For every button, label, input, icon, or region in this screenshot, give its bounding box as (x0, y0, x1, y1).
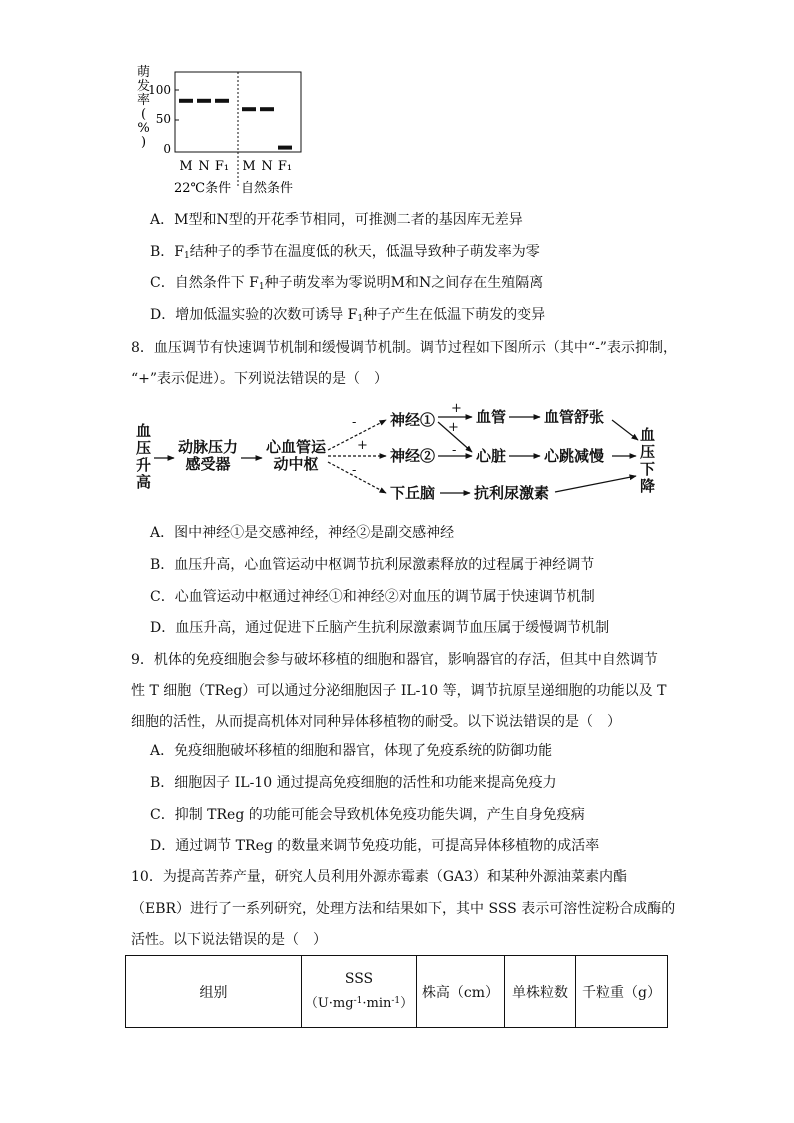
hypothalamus-label: 下丘脑 (390, 484, 436, 502)
q9-option-d[interactable]: D．通过调节 TReg 的数量来调节免疫功能，可提高异体移植物的成活率 (150, 838, 600, 854)
group-label-22c: 22℃条件 (174, 181, 232, 196)
x-cat-label: M (179, 159, 193, 174)
start-char-1: 血 (136, 422, 152, 440)
q8-stem-line2: “+”表示促进）。下列说法错误的是（ ） (131, 371, 389, 387)
q10-stem-line2: （EBR）进行了一系列研究，处理方法和结果如下，其中 SSS 表示可溶性淀粉合成酶的 (131, 901, 676, 917)
header-height: 株高（cm） (417, 956, 505, 1028)
mark-natural-M (242, 107, 256, 111)
nerve1-label: 神经① (390, 411, 436, 429)
receptor-line1: 动脉压力 (177, 438, 239, 456)
x-cat-label: M (242, 159, 256, 174)
vessel-label: 血管 (476, 408, 507, 426)
header-weight: 千粒重（g） (576, 956, 668, 1028)
q7-option-a[interactable]: A．M型和N型的开花季节相同，可推测二者的基因库无差异 (150, 212, 523, 228)
slow-label: 心跳减慢 (544, 447, 605, 465)
mark-22c-N (197, 99, 211, 103)
germination-chart (130, 62, 320, 202)
end-char-4: 降 (640, 477, 656, 495)
end-char-1: 血 (640, 426, 656, 444)
end-char-2: 压 (640, 443, 656, 461)
table-header-row (126, 956, 668, 1028)
sign-plus-3: + (448, 420, 459, 435)
q8-option-a[interactable]: A．图中神经①是交感神经，神经②是副交感神经 (150, 525, 455, 541)
arrow-center-hypothalamus (328, 462, 386, 493)
relax-label: 血管舒张 (544, 408, 605, 426)
chart-ylabel: 萌发率( % ) (136, 65, 152, 150)
adh-label: 抗利尿激素 (474, 484, 550, 502)
q10-stem-line3: 活性。以下说法错误的是（ ） (131, 932, 327, 948)
sign-plus-1: + (357, 438, 368, 453)
sign-minus-1: - (352, 415, 357, 430)
q7-option-b[interactable]: B．$F_1$结种子的季节在温度低的秋天，低温导致种子萌发率为零 (150, 244, 540, 261)
sign-plus-2: + (451, 401, 462, 416)
q8-option-b[interactable]: B．血压升高，心血管运动中枢调节抗利尿激素释放的过程属于神经调节 (150, 557, 595, 573)
arrow-relax-end (612, 420, 638, 440)
q8-stem-line1: 8．血压调节有快速调节机制和缓慢调节机制。调节过程如下图所示（其中“-”表示抑制， (131, 340, 677, 356)
x-cat-label: F₁ (277, 159, 293, 174)
mark-22c-M (179, 99, 193, 103)
q9-stem-line3: 细胞的活性，从而提高机体对同种异体移植物的耐受。以下说法错误的是（ ） (131, 714, 621, 730)
mark-22c-F1 (215, 99, 229, 103)
x-cat-label: F₁ (214, 159, 230, 174)
blood-pressure-diagram (128, 398, 668, 508)
nerve2-label: 神经② (390, 447, 436, 465)
q9-stem-line2: 性 T 细胞（TReg）可以通过分泌细胞因子 IL-10 等，调节抗原呈递细胞的功能以及 T (131, 683, 667, 699)
header-sss: SSS $(U\cdot mg^{-1}\cdot\min^{-1})$ (302, 956, 417, 1028)
sign-minus-2: - (352, 463, 357, 478)
header-group: 组别 (126, 956, 302, 1028)
header-grains: 单株粒数 (505, 956, 576, 1028)
start-char-2: 压 (136, 439, 152, 457)
center-line2: 动中枢 (273, 455, 319, 473)
group-label-natural: 自然条件 (241, 181, 294, 196)
q9-option-b[interactable]: B．细胞因子 IL-10 通过提高免疫细胞的活性和功能来提高免疫力 (150, 775, 557, 791)
start-char-4: 高 (136, 473, 152, 491)
mark-natural-N (260, 107, 274, 111)
y-tick-100: 100 (148, 83, 171, 97)
q7-option-c[interactable]: C．自然条件下 $F_1$种子萌发率为零说明M和N之间存在生殖隔离 (150, 275, 544, 292)
x-cat-label: N (261, 159, 273, 174)
q8-option-d[interactable]: D．血压升高，通过促进下丘脑产生抗利尿激素调节血压属于缓慢调节机制 (150, 620, 610, 636)
heart-label: 心脏 (476, 447, 507, 465)
mark-natural-F1 (278, 146, 292, 150)
sign-minus-3: - (452, 443, 457, 458)
q10-table (125, 955, 668, 1028)
arrow-adh-end (555, 476, 636, 492)
q9-option-c[interactable]: C．抑制 TReg 的功能可能会导致机体免疫功能失调，产生自身免疫病 (150, 807, 585, 823)
q10-stem-line1: 10．为提高苦荞产量，研究人员利用外源赤霉素（GA3）和某种外源油菜素内酯 (131, 869, 628, 885)
q8-option-c[interactable]: C．心血管运动中枢通过神经①和神经②对血压的调节属于快速调节机制 (150, 589, 595, 605)
q7-option-d[interactable]: D．增加低温实验的次数可诱导 $F_1$种子产生在低温下萌发的变异 (150, 307, 546, 324)
end-char-3: 下 (640, 460, 656, 478)
start-char-3: 升 (136, 456, 152, 474)
y-tick-0: 0 (163, 142, 171, 156)
q9-option-a[interactable]: A．免疫细胞破坏移植的细胞和器官，体现了免疫系统的防御功能 (150, 743, 553, 759)
receptor-line2: 感受器 (185, 455, 231, 473)
y-tick-50: 50 (155, 112, 171, 126)
x-cat-label: N (198, 159, 210, 174)
center-line1: 心血管运 (265, 438, 327, 456)
q9-stem-line1: 9．机体的免疫细胞会参与破坏移植的细胞和器官，影响器官的存活，但其中自然调节 (131, 652, 658, 668)
